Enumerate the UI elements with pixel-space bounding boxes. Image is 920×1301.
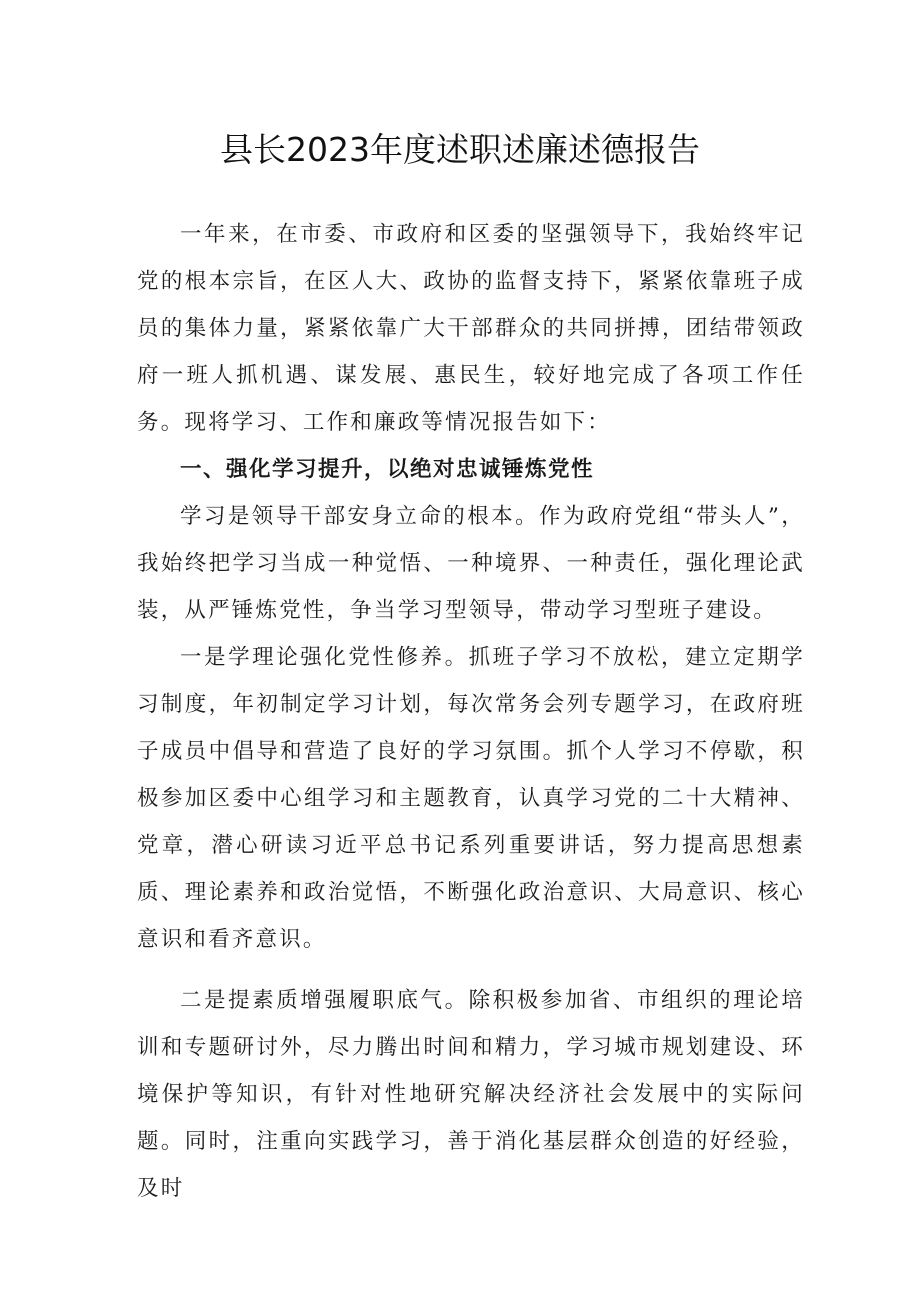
paragraph-gap [137, 963, 805, 977]
section-paragraph: 二是提素质增强履职底气。除积极参加省、市组织的理论培训和专题研讨外，尽力腾出时间和精力，学习城市规划建设、环境保护等知识，有针对性地研究解决经济社会发展中的实际问题。同时，注重向实践学习，善于消化基层群众创造的好经验，及时 [137, 988, 805, 1201]
section-heading: 一、强化学习提升，以绝对忠诚锤炼党性 [180, 457, 595, 482]
section-paragraph: 学习是领导干部安身立命的根本。作为政府党组“带头人”，我始终把学习当成一种觉悟、一种境界、一种责任，强化理论武装，从严锤炼党性，争当学习型领导，带动学习型班子建设。 [137, 504, 805, 623]
document-body [137, 211, 805, 1212]
section-paragraph: 一是学理论强化党性修养。抓班子学习不放松，建立定期学习制度，年初制定学习计划，每次常务会列专题学习，在政府班子成员中倡导和营造了良好的学习氛围。抓个人学习不停歇，积极参加区委中心组学习和主题教育，认真学习党的二十大精神、党章，潜心研读习近平总书记系列重要讲话，努力提高思想素质、理论素养和政治觉悟，不断强化政治意识、大局意识、核心意识和看齐意识。 [137, 645, 805, 952]
document-title: 县长2023年度述职述廉述德报告 [220, 130, 700, 169]
intro-paragraph: 一年来，在市委、市政府和区委的坚强领导下，我始终牢记党的根本宗旨，在区人大、政协的监督支持下，紧紧依靠班子成员的集体力量，紧紧依靠广大干部群众的共同拼搏，团结带领政府一班人抓机遇、谋发展、惠民生，较好地完成了各项工作任务。现将学习、工作和廉政等情况报告如下： [137, 222, 805, 435]
